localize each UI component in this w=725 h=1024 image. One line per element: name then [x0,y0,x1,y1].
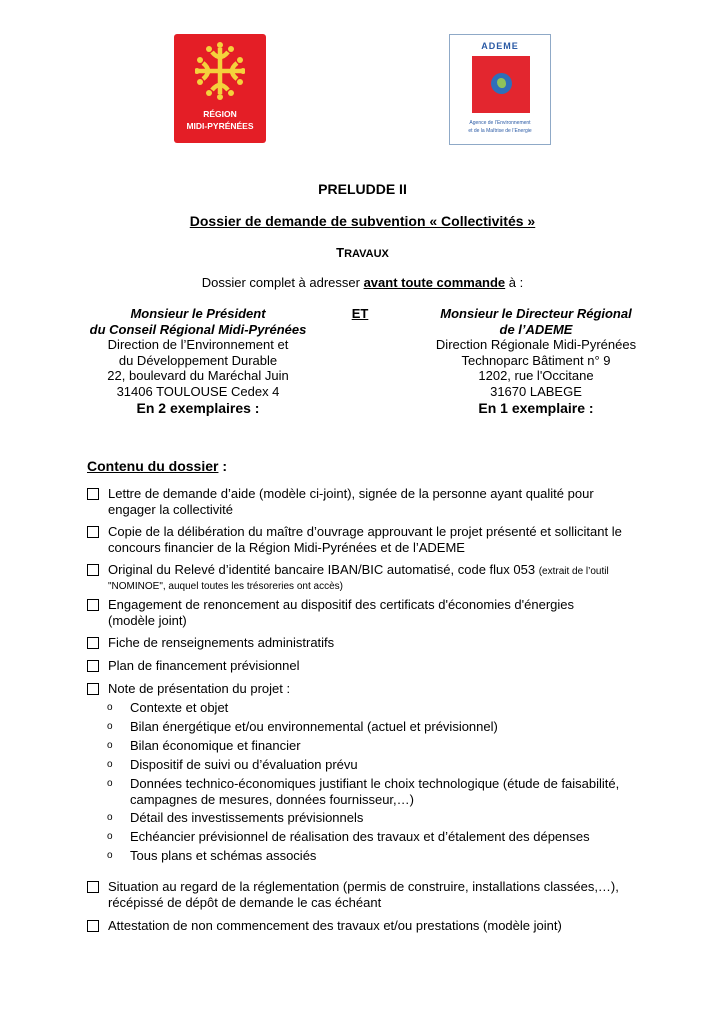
ademe-logo-subtitle-1: Agence de l’Environnement [469,120,531,126]
checklist-item-text: Plan de financement prévisionnel [108,658,300,673]
ademe-logo-subtitle-2: et de la Maîtrise de l’Energie [468,128,532,134]
section-title [0,246,725,261]
ademe-logo-title: ADEME [481,41,519,51]
intro-before: Dossier complet à adresser [201,275,364,290]
program-title: PRELUDDE II [318,181,407,197]
occitan-cross-icon [195,40,245,102]
address-ademe-line3: Direction Régionale Midi-Pyrénées [435,337,637,352]
bullet-icon: o [107,759,113,770]
bullet-icon: o [107,721,113,732]
checklist-item-text: Engagement de renoncement au dispositif des certificats d'économies d'énergies [108,597,575,612]
checkbox[interactable] [87,881,99,893]
checkbox[interactable] [87,488,99,500]
list-item-text: Tous plans et schémas associés [130,848,317,863]
address-ademe-line5: 1202, rue l'Occitane [478,368,594,383]
bullet-icon: o [107,702,113,713]
checkbox[interactable] [87,920,99,932]
address-ademe [406,306,666,417]
checkbox[interactable] [87,599,99,611]
address-ademe-line6: 31670 LABEGE [490,383,582,399]
list-item-text: Bilan énergétique et/ou environnemental (actuel et prévisionnel) [130,719,498,734]
document-title: Dossier de demande de subvention « Collectivités » [189,213,536,229]
bullet-icon: o [107,812,113,823]
checkbox[interactable] [87,564,99,576]
bullet-icon: o [107,831,113,842]
address-ademe-copies: En 1 exemplaire : [478,400,594,416]
intro-emphasis: avant toute commande [363,275,506,290]
address-ademe-line2: de l’ADEME [499,321,573,337]
region-logo-line2: MIDI-PYRÉNÉES [186,121,254,131]
contents-heading-suffix: : [218,458,228,474]
address-region-line6: 31406 TOULOUSE Cedex 4 [116,383,280,399]
list-item-text: Bilan économique et financier [130,738,301,753]
section-title-rest: RAVAUX [344,248,389,260]
address-region-line1: Monsieur le Président [130,306,266,321]
list-item-text: Echéancier prévisionnel de réalisation des travaux et d’étalement des dépenses [130,829,590,844]
address-ademe-line1: Monsieur le Directeur Régional [440,306,632,321]
address-region-line3: Direction de l’Environnement et [107,337,289,352]
list-item-text: Contexte et objet [130,700,229,715]
checklist-item-note: (extrait de l’outil [538,566,609,577]
checklist-item-text: Note de présentation du projet : [108,681,291,696]
checklist-item-text: (modèle joint) [108,613,187,628]
checklist-item-text: concours financier de la Région Midi-Pyrénées et de l’ADEME [108,540,465,555]
contents-heading [87,457,227,475]
checklist-item-text: Lettre de demande d’aide (modèle ci-joint), signée de la personne ayant qualité pour [108,486,594,501]
address-region-line4: du Développement Durable [118,352,278,368]
list-item-text: Dispositif de suivi ou d’évaluation prévu [130,757,358,772]
ademe-emblem [472,56,530,113]
address-ademe-line4: Technoparc Bâtiment n° 9 [461,352,611,368]
checklist-item-text: récépissé de dépôt de demande le cas échéant [108,895,382,910]
address-region-copies: En 2 exemplaires : [136,400,260,416]
list-item-text: campagnes de mesures, données fournisseur,…) [130,792,414,807]
checklist-item-text: Original du Relevé d’identité bancaire IBAN/BIC automatisé, code flux 053 [108,562,539,577]
checklist-item-text: Situation au regard de la réglementation (permis de construire, installations classées,…), [108,879,619,894]
list-item-text: Données technico-économiques justifiant le choix technologique (étude de faisabilité, [130,776,620,791]
checkbox[interactable] [87,637,99,649]
list-item-text: Détail des investissements prévisionnels [130,810,364,825]
address-region-line5: 22, boulevard du Maréchal Juin [107,368,289,383]
address-region-line2: du Conseil Régional Midi-Pyrénées [89,321,307,337]
address-region [68,306,328,417]
intro-after: à : [505,275,524,290]
ademe-logo [449,34,551,145]
region-midi-pyrenees-logo [174,34,266,143]
checklist-item-text: Attestation de non commencement des travaux et/ou prestations (modèle joint) [108,918,562,933]
checklist-item-note: "NOMINOE", auquel toutes les trésoreries ont accès) [108,581,343,592]
checkbox[interactable] [87,526,99,538]
checklist-item-text: Copie de la délibération du maître d’ouvrage approuvant le projet présenté et sollicitant le [108,524,622,539]
bullet-icon: o [107,778,113,789]
intro-text [0,275,725,291]
checkbox[interactable] [87,660,99,672]
address-connector: ET [351,306,369,321]
checklist-item-text: engager la collectivité [108,502,234,517]
bullet-icon: o [107,740,113,751]
contents-heading-text: Contenu du dossier [87,458,219,474]
checkbox[interactable] [87,683,99,695]
bullet-icon: o [107,850,113,861]
region-logo-line1: RÉGION [203,109,237,119]
checklist-item-text: Fiche de renseignements administratifs [108,635,335,650]
globe-icon [491,73,512,94]
section-title-initial: T [336,245,345,260]
